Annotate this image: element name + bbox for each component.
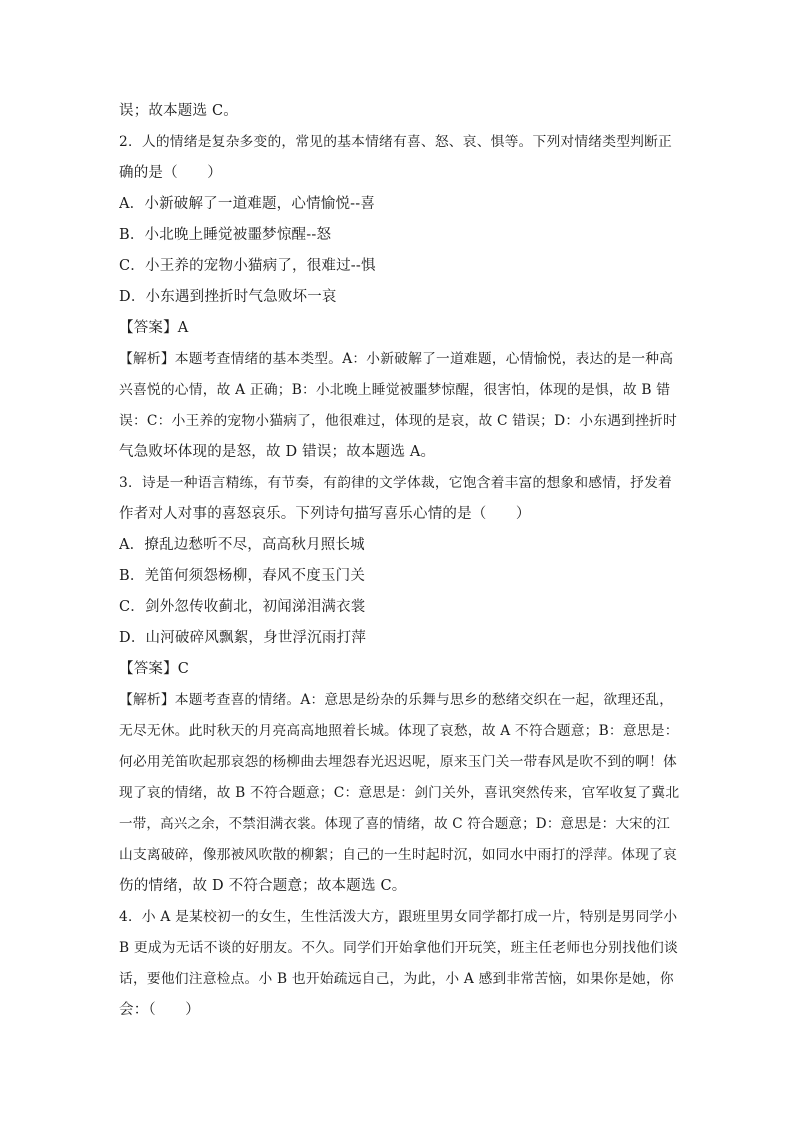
text-line: 误；故本题选 C。 [119, 103, 239, 119]
question-4-stem: 话，要他们注意检点。小 B 也开始疏远自己，为此，小 A 感到非常苦恼，如果你是她，你 [119, 971, 674, 987]
question-2-analysis: 气急败坏体现的是怒，故 D 错误；故本题选 A。 [119, 444, 436, 460]
question-3-analysis: 现了哀的情绪，故 B 不符合题意；C：意思是：剑门关外，喜讯突然传来，官军收复了冀北 [119, 785, 679, 801]
question-3-analysis: 【解析】本题考查喜的情绪。A：意思是纷杂的乐舞与思乡的愁绪交织在一起，欲理还乱， [119, 692, 674, 708]
question-3-answer: 【答案】C [119, 661, 190, 677]
question-2-option-c: C．小王养的宠物小猫病了，很难过--惧 [119, 258, 376, 274]
question-4-stem: 会：（ ） [119, 1002, 200, 1018]
question-3-analysis: 何必用羌笛吹起那哀怨的杨柳曲去埋怨春光迟迟呢，原来玉门关一带春风是吹不到的啊！体 [119, 754, 678, 770]
question-3-stem: 3．诗是一种语言精练，有节奏，有韵律的文学体裁，它饱含着丰富的想象和感情，抒发着 [119, 475, 673, 491]
question-3-option-c: C．剑外忽传收蓟北，初闻涕泪满衣裳 [119, 599, 366, 615]
question-2-analysis: 兴喜悦的心情，故 A 正确；B：小北晚上睡觉被噩梦惊醒，很害怕，体现的是惧，故 B 错 [119, 382, 671, 398]
question-2-stem-cont: 确的是（ ） [119, 165, 222, 181]
question-4-stem: 4．小 A 是某校初一的女生，生性活泼大方，跟班里男女同学都打成一片，特别是男同学小 [119, 909, 678, 925]
question-2-option-d: D．小东遇到挫折时气急败坏一哀 [119, 289, 337, 305]
question-2-option-a: A．小新破解了一道难题，心情愉悦--喜 [119, 196, 376, 212]
question-2-answer: 【答案】A [119, 320, 189, 336]
question-3-analysis: 山支离破碎，像那被风吹散的柳絮；自己的一生时起时沉，如同水中雨打的浮萍。体现了哀 [119, 847, 678, 863]
document-page [119, 96, 679, 1026]
question-3-option-b: B．羌笛何须怨杨柳，春风不度玉门关 [119, 568, 366, 584]
question-3-option-d: D．山河破碎风飘絮，身世浮沉雨打萍 [119, 630, 367, 646]
question-3-option-a: A．撩乱边愁听不尽，高高秋月照长城 [119, 537, 365, 553]
question-4-stem: B 更成为无话不谈的好朋友。不久。同学们开始拿他们开玩笑，班主任老师也分别找他们谈 [119, 940, 678, 956]
question-2-analysis: 【解析】本题考查情绪的基本类型。A：小新破解了一道难题，心情愉悦，表达的是一种高 [119, 351, 674, 367]
question-2-option-b: B．小北晚上睡觉被噩梦惊醒--怒 [119, 227, 332, 243]
question-3-analysis: 伤的情绪，故 D 不符合题意；故本题选 C。 [119, 878, 407, 894]
question-3-analysis: 一带，高兴之余，不禁泪满衣裳。体现了喜的情绪，故 C 符合题意；D：意思是：大宋的江 [119, 816, 671, 832]
question-3-stem-cont: 作者对人对事的喜怒哀乐。下列诗句描写喜乐心情的是（ ） [119, 506, 531, 522]
question-3-analysis: 无尽无休。此时秋天的月亮高高地照着长城。体现了哀愁，故 A 不符合题意；B：意思是： [119, 723, 679, 739]
question-2-analysis: 误：C：小王养的宠物小猫病了，他很难过，体现的是哀，故 C 错误；D：小东遇到挫折时 [119, 413, 677, 429]
question-2-stem: 2．人的情绪是复杂多变的，常见的基本情绪有喜、怒、哀、惧等。下列对情绪类型判断正 [119, 134, 673, 150]
